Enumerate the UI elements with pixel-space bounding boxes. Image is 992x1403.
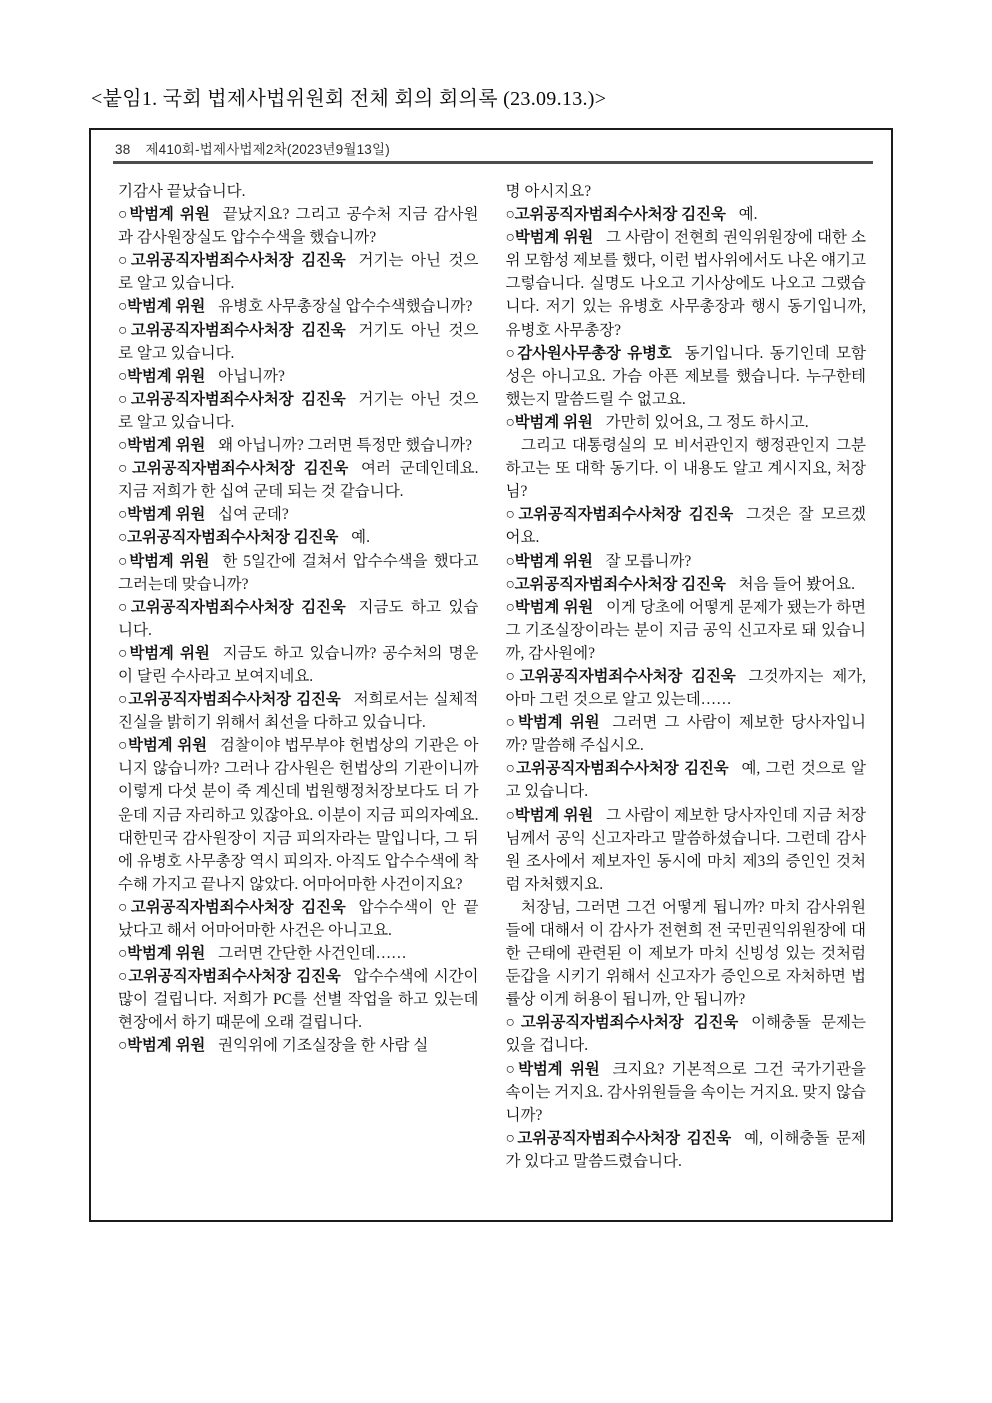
- transcript-paragraph: [118, 503, 479, 526]
- speaker-name: ○감사원사무총장 유병호: [505, 344, 672, 362]
- minutes-box: [89, 128, 893, 1222]
- transcript-paragraph: [118, 965, 479, 1034]
- utterance-text: 그 사람이 전현희 권익위원장에 대한 소위 모함성 제보를 했다, 이런 법사위에서도 나온 얘기고 그렇습니다. 실명도 나오고 기사상에도 나오고 그랬습니다. 저기 있는 유병호 사무총장과 행시 동기입니까, 유병호 사무총장?: [505, 229, 866, 339]
- speaker-name: ○박범계 위원: [118, 367, 206, 385]
- transcript-paragraph: [506, 711, 867, 757]
- speaker-name: ○박범계 위원: [118, 437, 206, 455]
- utterance-text: 저희로서는 실체적 진실을 밝히기 위해서 최선을 다하고 있습니다.: [118, 691, 479, 732]
- speaker-name: ○고위공직자범죄수사처장 김진욱: [505, 1014, 739, 1032]
- speaker-name: ○고위공직자범죄수사처장 김진욱: [118, 691, 341, 709]
- header-rule: [113, 161, 873, 164]
- utterance-text: 거기도 아닌 것으로 알고 있습니다.: [118, 321, 479, 362]
- transcript-paragraph: [506, 596, 867, 665]
- transcript-paragraph: [506, 1058, 867, 1127]
- speaker-name: ○박범계 위원: [505, 552, 593, 570]
- speaker-name: ○고위공직자범죄수사처장 김진욱: [118, 968, 341, 986]
- utterance-text: 왜 아닙니까? 그러면 특정만 했습니까?: [218, 437, 472, 455]
- transcript-paragraph: [506, 550, 867, 573]
- speaker-name: ○고위공직자범죄수사처장 김진욱: [118, 529, 339, 547]
- transcript-paragraph: [506, 804, 867, 896]
- utterance-text: 검찰이야 법무부야 헌법상의 기관은 아니지 않습니까? 그러나 감사원은 헌법상의 기관이니까 이렇게 다섯 분이 죽 계신데 법원행정처장보다도 더 가운데 지금 자리하고 있잖아요. 이분이 지금 피의자예요. 대한민국 감사원장이 지금 피의자라는 말입니다, 그 뒤에 유병호 사무총장 역시 피의자. 아직도 압수수색에 착수해 가지고 끝나지 않았다. 어마어마한 사건이지요?: [118, 737, 479, 893]
- speaker-name: ○고위공직자범죄수사처장 김진욱: [118, 321, 346, 339]
- utterance-text: 그것은 잘 모르겠어요.: [505, 506, 866, 547]
- utterance-text: 크지요? 기본적으로 그건 국가기관을 속이는 거지요. 감사위원들을 속이는 거지요. 맞지 않습니까?: [505, 1060, 866, 1124]
- utterance-text: 예.: [738, 206, 758, 224]
- transcript-paragraph: [506, 503, 867, 549]
- utterance-text: 여러 군데인데요. 지금 저희가 한 십여 군데 되는 것 같습니다.: [118, 460, 479, 501]
- speaker-name: ○고위공직자범죄수사처장 김진욱: [505, 206, 726, 224]
- utterance-text: 권익위에 기조실장을 한 사람 실: [218, 1037, 429, 1055]
- speaker-name: ○박범계 위원: [505, 714, 600, 732]
- transcript-paragraph: [118, 642, 479, 688]
- transcript-paragraph: [118, 596, 479, 642]
- transcript-paragraph: [118, 942, 479, 965]
- utterance-text: 지금도 하고 있습니까? 공수처의 명운이 달린 수사라고 보여지네요.: [118, 644, 479, 685]
- transcript-paragraph: [118, 734, 479, 896]
- session-title: 제410회-법제사법제2차(2023년9월13일): [145, 142, 390, 157]
- transcript-paragraph: [118, 896, 479, 942]
- speaker-name: ○고위공직자범죄수사처장 김진욱: [118, 390, 346, 408]
- speaker-name: ○박범계 위원: [118, 206, 210, 224]
- speaker-name: ○박범계 위원: [505, 229, 594, 247]
- transcript-paragraph: [506, 1011, 867, 1057]
- transcript-paragraph: [118, 550, 479, 596]
- transcript-paragraph: [118, 249, 479, 295]
- transcript-paragraph: [506, 665, 867, 711]
- transcript-paragraph: [506, 757, 867, 803]
- transcript-paragraph: [118, 434, 479, 457]
- speaker-name: ○박범계 위원: [118, 644, 210, 662]
- transcript-column-right: [506, 180, 867, 1222]
- utterance-text: 잘 모릅니까?: [605, 552, 692, 570]
- speaker-name: ○고위공직자범죄수사처장 김진욱: [118, 460, 348, 478]
- speaker-name: ○박범계 위원: [505, 1060, 600, 1078]
- transcript-paragraph: [118, 319, 479, 365]
- transcript-paragraph: [506, 203, 867, 226]
- utterance-text: 한 5일간에 걸쳐서 압수수색을 했다고 그러는데 맞습니까?: [118, 552, 479, 593]
- transcript-paragraph: [118, 388, 479, 434]
- speaker-name: ○박범계 위원: [118, 1037, 206, 1055]
- utterance-text: 그것까지는 제가, 아마 그런 것으로 알고 있는데……: [505, 667, 866, 709]
- speaker-name: ○박범계 위원: [505, 413, 593, 431]
- utterance-text: 그러면 간단한 사건인데……: [218, 945, 407, 963]
- transcript-paragraph: [506, 226, 867, 341]
- utterance-text: 기감사 끝났습니다.: [118, 183, 246, 200]
- utterance-text: 이게 당초에 어떻게 문제가 됐는가 하면 그 기조실장이라는 분이 지금 공익 신고자로 돼 있습니까, 감사원에?: [505, 598, 866, 662]
- utterance-text: 압수수색이 안 끝났다고 해서 어마어마한 사건은 아니고요.: [118, 898, 479, 939]
- utterance-text: 압수수색에 시간이 많이 걸립니다. 저희가 PC를 선별 작업을 하고 있는데 현장에서 하기 때문에 오래 걸립니다.: [118, 968, 479, 1032]
- utterance-text: 유병호 사무총장실 압수수색했습니까?: [218, 298, 473, 316]
- utterance-text: 아닙니까?: [218, 367, 285, 385]
- page-number: 38: [115, 142, 131, 157]
- transcript-paragraph: [506, 1127, 867, 1173]
- minutes-header: [115, 138, 390, 158]
- speaker-name: ○고위공직자범죄수사처장 김진욱: [118, 598, 346, 616]
- utterance-text: 처장님, 그러면 그건 어떻게 됩니까? 마치 감사위원들에 대해서 이 감사가 전현희 전 국민권익위원장에 대한 근태에 관련된 이 제보가 마치 신빙성 있는 것처럼 둔갑을 시키기 위해서 신고자가 증인으로 자처하면 법률상 이게 허용이 됩니까, 안 됩니까?: [505, 898, 866, 1009]
- utterance-text: 명 아시지요?: [505, 183, 592, 200]
- speaker-name: ○고위공직자범죄수사처장 김진욱: [505, 760, 729, 778]
- utterance-text: 예.: [351, 529, 370, 547]
- transcript-paragraph: [506, 180, 867, 203]
- transcript-paragraph: [506, 342, 867, 411]
- transcript-paragraph: [506, 434, 867, 503]
- speaker-name: ○박범계 위원: [118, 737, 207, 755]
- utterance-text: 이해충돌 문제는 있을 겁니다.: [505, 1014, 866, 1055]
- transcript-paragraph: [118, 295, 479, 318]
- speaker-name: ○고위공직자범죄수사처장 김진욱: [505, 506, 734, 524]
- speaker-name: ○박범계 위원: [118, 945, 206, 963]
- speaker-name: ○고위공직자범죄수사처장 김진욱: [505, 667, 736, 685]
- utterance-text: 동기입니다. 동기인데 모함성은 아니고요. 가슴 아픈 제보를 했습니다. 누구한테 했는지 말씀드릴 수 없고요.: [505, 344, 866, 408]
- speaker-name: ○고위공직자범죄수사처장 김진욱: [505, 575, 726, 593]
- speaker-name: ○박범계 위원: [118, 298, 206, 316]
- transcript-paragraph: [506, 411, 867, 434]
- transcript-paragraph: [118, 1034, 479, 1057]
- speaker-name: ○박범계 위원: [505, 598, 594, 616]
- transcript-paragraph: [118, 457, 479, 503]
- transcript-paragraph: [118, 526, 479, 549]
- utterance-text: 예, 그런 것으로 알고 있습니다.: [505, 760, 866, 801]
- utterance-text: 그 사람이 제보한 당사자인데 지금 처장님께서 공익 신고자라고 말씀하셨습니다. 그런데 감사원 조사에서 제보자인 동시에 마치 제3의 증인인 것처럼 자처했지요.: [505, 806, 866, 893]
- transcript-paragraph: [118, 365, 479, 388]
- utterance-text: 십여 군데?: [218, 506, 289, 524]
- speaker-name: ○고위공직자범죄수사처장 김진욱: [505, 1129, 732, 1147]
- transcript-columns: [118, 180, 866, 1222]
- transcript-column-left: [118, 180, 479, 1222]
- transcript-paragraph: [506, 896, 867, 1011]
- utterance-text: 지금도 하고 있습니다.: [118, 598, 479, 639]
- speaker-name: ○고위공직자범죄수사처장 김진욱: [118, 898, 346, 916]
- transcript-paragraph: [506, 573, 867, 596]
- utterance-text: 예, 이해충돌 문제가 있다고 말씀드렸습니다.: [505, 1129, 866, 1170]
- transcript-paragraph: [118, 203, 479, 249]
- transcript-paragraph: [118, 688, 479, 734]
- utterance-text: 처음 들어 봤어요.: [738, 575, 856, 593]
- utterance-text: 가만히 있어요, 그 정도 하시고.: [605, 413, 809, 431]
- attachment-title: <붙임1. 국회 법제사법위원회 전체 회의 회의록 (23.09.13.)>: [91, 88, 607, 110]
- utterance-text: 거기는 아닌 것으로 알고 있습니다.: [118, 252, 479, 293]
- speaker-name: ○박범계 위원: [118, 506, 206, 524]
- utterance-text: 그리고 대통령실의 모 비서관인지 행정관인지 그분하고는 또 대학 동기다. 이 내용도 알고 계시지요, 처장님?: [505, 437, 866, 501]
- transcript-paragraph: [118, 180, 479, 203]
- speaker-name: ○고위공직자범죄수사처장 김진욱: [118, 252, 346, 270]
- utterance-text: 거기는 아닌 것으로 알고 있습니다.: [118, 390, 479, 431]
- utterance-text: 그러면 그 사람이 제보한 당사자입니까? 말씀해 주십시오.: [505, 714, 866, 755]
- speaker-name: ○박범계 위원: [505, 806, 594, 824]
- speaker-name: ○박범계 위원: [118, 552, 210, 570]
- utterance-text: 끝났지요? 그리고 공수처 지금 감사원과 감사원장실도 압수수색을 했습니까?: [118, 206, 479, 247]
